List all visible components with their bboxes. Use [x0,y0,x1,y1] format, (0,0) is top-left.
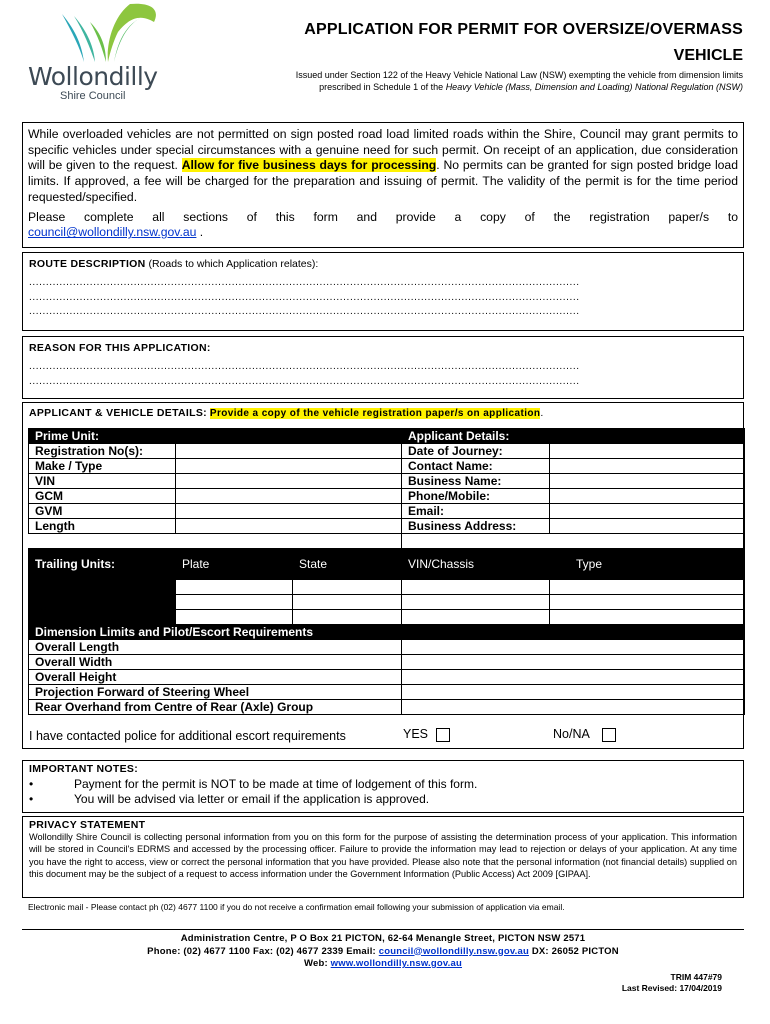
council-logo [22,2,182,102]
applicant-value-field[interactable] [550,489,745,504]
intro-box [22,122,744,248]
prime-value-field[interactable] [176,444,402,459]
reason-line-1[interactable]: ................................................................................................................................................................... [29,361,580,372]
table-row [29,640,745,655]
heading-period: . [540,407,544,419]
email-confirmation-note: Electronic mail - Please contact ph (02) 4677 1100 if you do not receive a confirmation email following your submission of application via email. [28,902,565,912]
issued-under-text [185,69,743,93]
table-row [29,489,745,504]
reason-section [22,336,744,399]
document-reference [500,972,722,994]
privacy-statement-section [22,816,744,898]
prime-label: Length [29,519,176,534]
applicant-label: Date of Journey: [402,444,550,459]
police-escort-text: I have contacted police for additional escort requirements [29,729,346,743]
trailing-col-plate: Plate [176,549,293,580]
trailing-vin-field[interactable] [402,595,550,610]
spacer-cell [29,534,176,549]
prime-value-field[interactable] [176,489,402,504]
vehicle-details-table [28,428,745,715]
table-row [29,580,745,595]
form-title-line1: APPLICATION FOR PERMIT FOR OVERSIZE/OVERMASS [304,21,743,38]
trailing-type-field[interactable] [550,580,745,595]
route-fields [29,276,737,320]
applicant-value-field[interactable] [550,474,745,489]
prime-label: VIN [29,474,176,489]
notes-title: IMPORTANT NOTES: [29,763,139,775]
trailing-vin-field[interactable] [402,580,550,595]
table-row [29,625,745,640]
processing-time-highlight: Allow for five business days for processing [181,158,437,173]
trailing-plate-field[interactable] [176,595,293,610]
trailing-state-field[interactable] [293,595,402,610]
reason-line-2[interactable]: ................................................................................................................................................................... [29,375,580,387]
route-line-1[interactable]: ................................................................................................................................................................... [29,277,580,288]
logo-subtitle: Shire Council [60,90,126,102]
no-label: No/NA [553,727,590,741]
form-title-line2: VEHICLE [673,47,743,64]
footer-email-link[interactable]: council@wollondilly.nsw.gov.au [378,945,529,957]
applicant-label: Phone/Mobile: [402,489,550,504]
trailing-type-field[interactable] [550,595,745,610]
footer-dx: DX: 26052 PICTON [528,945,619,957]
prime-unit-header: Prime Unit: [29,429,402,444]
trailing-state-field[interactable] [293,610,402,625]
table-row [29,655,745,670]
table-row [29,670,745,685]
dimension-value-field[interactable] [402,640,745,655]
list-item: • You will be advised via letter or email if the application is approved. [29,792,737,807]
regulation-name: Heavy Vehicle (Mass, Dimension and Loading) National Regulation (NSW) [445,82,743,92]
prime-value-field[interactable] [176,504,402,519]
footer-web-link[interactable]: www.wollondilly.nsw.gov.au [330,958,463,969]
yes-label: YES [403,727,429,741]
footer-address: Administration Centre, P O Box 21 PICTON, 62-64 Menangle Street, PICTON NSW 2571 [180,933,586,944]
trailing-plate-field[interactable] [176,610,293,625]
applicant-value-field[interactable] [550,504,745,519]
prime-label: GCM [29,489,176,504]
privacy-title: PRIVACY STATEMENT [29,819,146,831]
trailing-col-state: State [293,549,402,580]
trailing-col-vin: VIN/Chassis [402,549,550,580]
prime-label: GVM [29,504,176,519]
dimension-label: Overall Height [29,670,402,685]
issued-line1: Issued under Section 122 of the Heavy Vehicle National Law (NSW) exempting the vehicle from dimension limits [295,70,743,80]
intro-text-b: . No permits can be granted for sign posted bridge load limits. If approved, a fee will be charged for the preparation and issuing of permit. The validity of the permit is for the time period requested/specified. [28,158,738,204]
dimension-value-field[interactable] [402,700,745,715]
trailing-row-label [29,580,176,595]
dimension-label: Rear Overhand from Centre of Rear (Axle) Group [29,700,402,715]
footer-divider [22,929,744,930]
prime-value-field[interactable] [176,519,402,534]
spacer-cell [293,534,402,549]
intro-paragraph [28,127,738,206]
yes-option [403,727,450,742]
trailing-type-field[interactable] [550,610,745,625]
no-checkbox[interactable] [602,728,616,742]
notes-list [29,777,737,807]
route-note: (Roads to which Application relates): [145,258,319,270]
reason-title: REASON FOR THIS APPLICATION: [29,342,211,354]
applicant-label: Contact Name: [402,459,550,474]
prime-label: Make / Type [29,459,176,474]
table-row [29,504,745,519]
yes-checkbox[interactable] [436,728,450,742]
table-row [29,595,745,610]
applicant-value-field[interactable] [550,444,745,459]
applicant-label: Email: [402,504,550,519]
route-description-section [22,252,744,331]
table-row [29,519,745,534]
reason-fields [29,360,737,389]
footer-phone-line [22,946,744,959]
registration-copy-highlight: Provide a copy of the vehicle registration paper/s on application [209,408,541,419]
table-row [29,685,745,700]
trailing-units-label: Trailing Units: [29,549,176,580]
table-row [29,549,745,580]
trailing-vin-field[interactable] [402,610,550,625]
dimension-value-field[interactable] [402,685,745,700]
applicant-heading [29,407,543,419]
route-line-2[interactable]: ................................................................................................................................................................... [29,291,580,303]
table-row [29,429,745,444]
table-row [29,700,745,715]
dimension-value-field[interactable] [402,670,745,685]
issued-line2 [185,81,743,93]
applicant-value-field[interactable] [550,459,745,474]
email-suffix: . [196,225,204,240]
prime-label: Registration No(s): [29,444,176,459]
dimension-limits-header: Dimension Limits and Pilot/Escort Requirements [29,625,745,640]
email-line [28,225,738,241]
spacer-cell [176,534,293,549]
trailing-state-field[interactable] [293,580,402,595]
issued-line2-prefix: prescribed in Schedule 1 of the [319,82,446,92]
important-notes-section [22,760,744,813]
footer-web-line [22,958,744,971]
footer-phone: Phone: (02) 4677 1100 Fax: (02) 4677 2339 Email: [147,945,379,957]
applicant-vehicle-section [22,402,744,749]
table-row [29,534,745,549]
route-line-3[interactable]: ................................................................................................................................................................... [29,306,580,317]
applicant-label: Business Address: [402,519,550,534]
dimension-label: Overall Length [29,640,402,655]
intro-text-a: While overloaded vehicles are not permitted on sign posted road load limited roads within the Shire, Council may grant permits to specific vehicles under special circumstances with a genuine need for such permit. On receipt of an application, due consideration will be given to the request. [28,127,738,173]
please-complete-text: Please complete all sections of this form and provide a copy of the registration paper/s to [28,209,738,224]
trailing-col-type: Type [550,549,745,580]
table-row [29,459,745,474]
trim-number: TRIM 447#79 [670,972,722,982]
table-row [29,444,745,459]
council-email-link[interactable]: council@wollondilly.nsw.gov.au [28,225,197,240]
table-row [29,474,745,489]
table-row [29,610,745,625]
logo-name: Wollondilly [28,62,158,91]
route-heading [29,258,737,270]
last-revised: Last Revised: 17/04/2019 [621,983,722,993]
prime-value-field[interactable] [176,459,402,474]
footer-contact [22,933,744,971]
list-item: • Payment for the permit is NOT to be made at time of lodgement of this form. [29,777,737,792]
applicant-title: APPLICANT & VEHICLE DETAILS: [29,407,207,419]
business-address-continuation-field[interactable] [402,534,745,549]
no-option [553,727,616,742]
dimension-value-field[interactable] [402,655,745,670]
applicant-value-field[interactable] [550,519,745,534]
privacy-text: Wollondilly Shire Council is collecting personal information from you on this form for the purpose of assisting the determination process of your application. This information will be stored in Council's EDRMS and accessed by the processing officer. Failure to provide the information may lead to rejection or delays of your application. At any time you have the right to access, view or correct the personal information that you have provided. Please also note that the personal information (not financial details) supplied on this document may be the subject of a request to access information under the Government Information (Public Access) Act 2009 [GIPAA]. [29,832,737,879]
dimension-label: Overall Width [29,655,402,670]
dimension-label: Projection Forward of Steering Wheel [29,685,402,700]
prime-value-field[interactable] [176,474,402,489]
route-title: ROUTE DESCRIPTION [29,258,146,270]
applicant-label: Business Name: [402,474,550,489]
applicant-details-header: Applicant Details: [402,429,745,444]
trailing-row-label [29,610,176,625]
footer-web-label: Web: [303,958,331,969]
trailing-row-label [29,595,176,610]
trailing-plate-field[interactable] [176,580,293,595]
